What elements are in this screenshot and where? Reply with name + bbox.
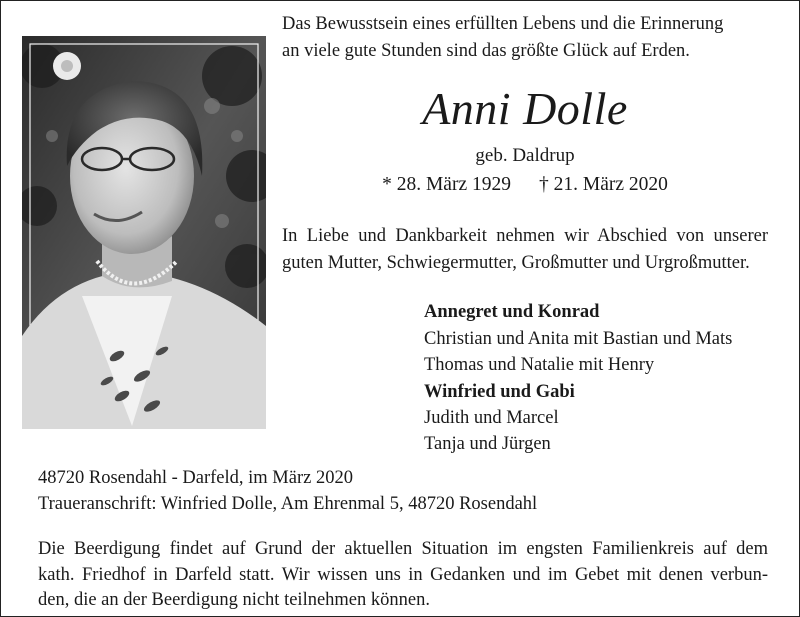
quote-line-1: Das Bewusstsein eines erfüllten Lebens und die Erinnerung bbox=[282, 14, 724, 34]
funeral-notice bbox=[38, 537, 768, 614]
mourning-address: Traueranschrift: Winfried Dolle, Am Ehrenmal 5, 48720 Rosendahl bbox=[38, 494, 538, 514]
family-group-1-heading: Annegret und Konrad bbox=[424, 302, 600, 322]
family-group-1-line-1: Christian und Anita mit Bastian und Mats bbox=[424, 329, 733, 349]
farewell-line-1: In Liebe und Dankbarkeit nehmen wir Abschied von unserer bbox=[282, 226, 768, 246]
family-group-2-heading: Winfried und Gabi bbox=[424, 382, 575, 402]
quote-line-2: an viele gute Stunden sind das größte Glück auf Erden. bbox=[282, 41, 690, 61]
portrait-photo bbox=[22, 36, 266, 429]
place-date: 48720 Rosendahl - Darfeld, im März 2020 bbox=[38, 468, 353, 488]
deceased-name: Anni Dolle bbox=[422, 83, 628, 134]
portrait-image bbox=[22, 36, 266, 429]
life-dates bbox=[282, 175, 768, 195]
notice-line-2: kath. Friedhof in Darfeld statt. Wir wissen uns in Gedanken und im Gebet mit denen verbun- bbox=[38, 564, 768, 585]
family-group-2-line-2: Tanja und Jürgen bbox=[424, 434, 551, 454]
maiden-name: geb. Daldrup bbox=[475, 145, 575, 166]
notice-line-1: Die Beerdigung findet auf Grund der aktuellen Situation im engsten Familienkreis auf dem bbox=[38, 539, 768, 559]
family-group-1-line-2: Thomas und Natalie mit Henry bbox=[424, 355, 655, 375]
birth-date: * 28. März 1929 bbox=[382, 174, 511, 195]
farewell-text bbox=[282, 223, 768, 277]
notice-line-3: den, die an der Beerdigung nicht teilnehmen können. bbox=[38, 590, 430, 610]
family-group-2-line-1: Judith und Marcel bbox=[424, 408, 559, 428]
farewell-line-2: guten Mutter, Schwiegermutter, Großmutter und Urgroßmutter. bbox=[282, 253, 750, 273]
death-date: † 21. März 2020 bbox=[539, 174, 668, 195]
